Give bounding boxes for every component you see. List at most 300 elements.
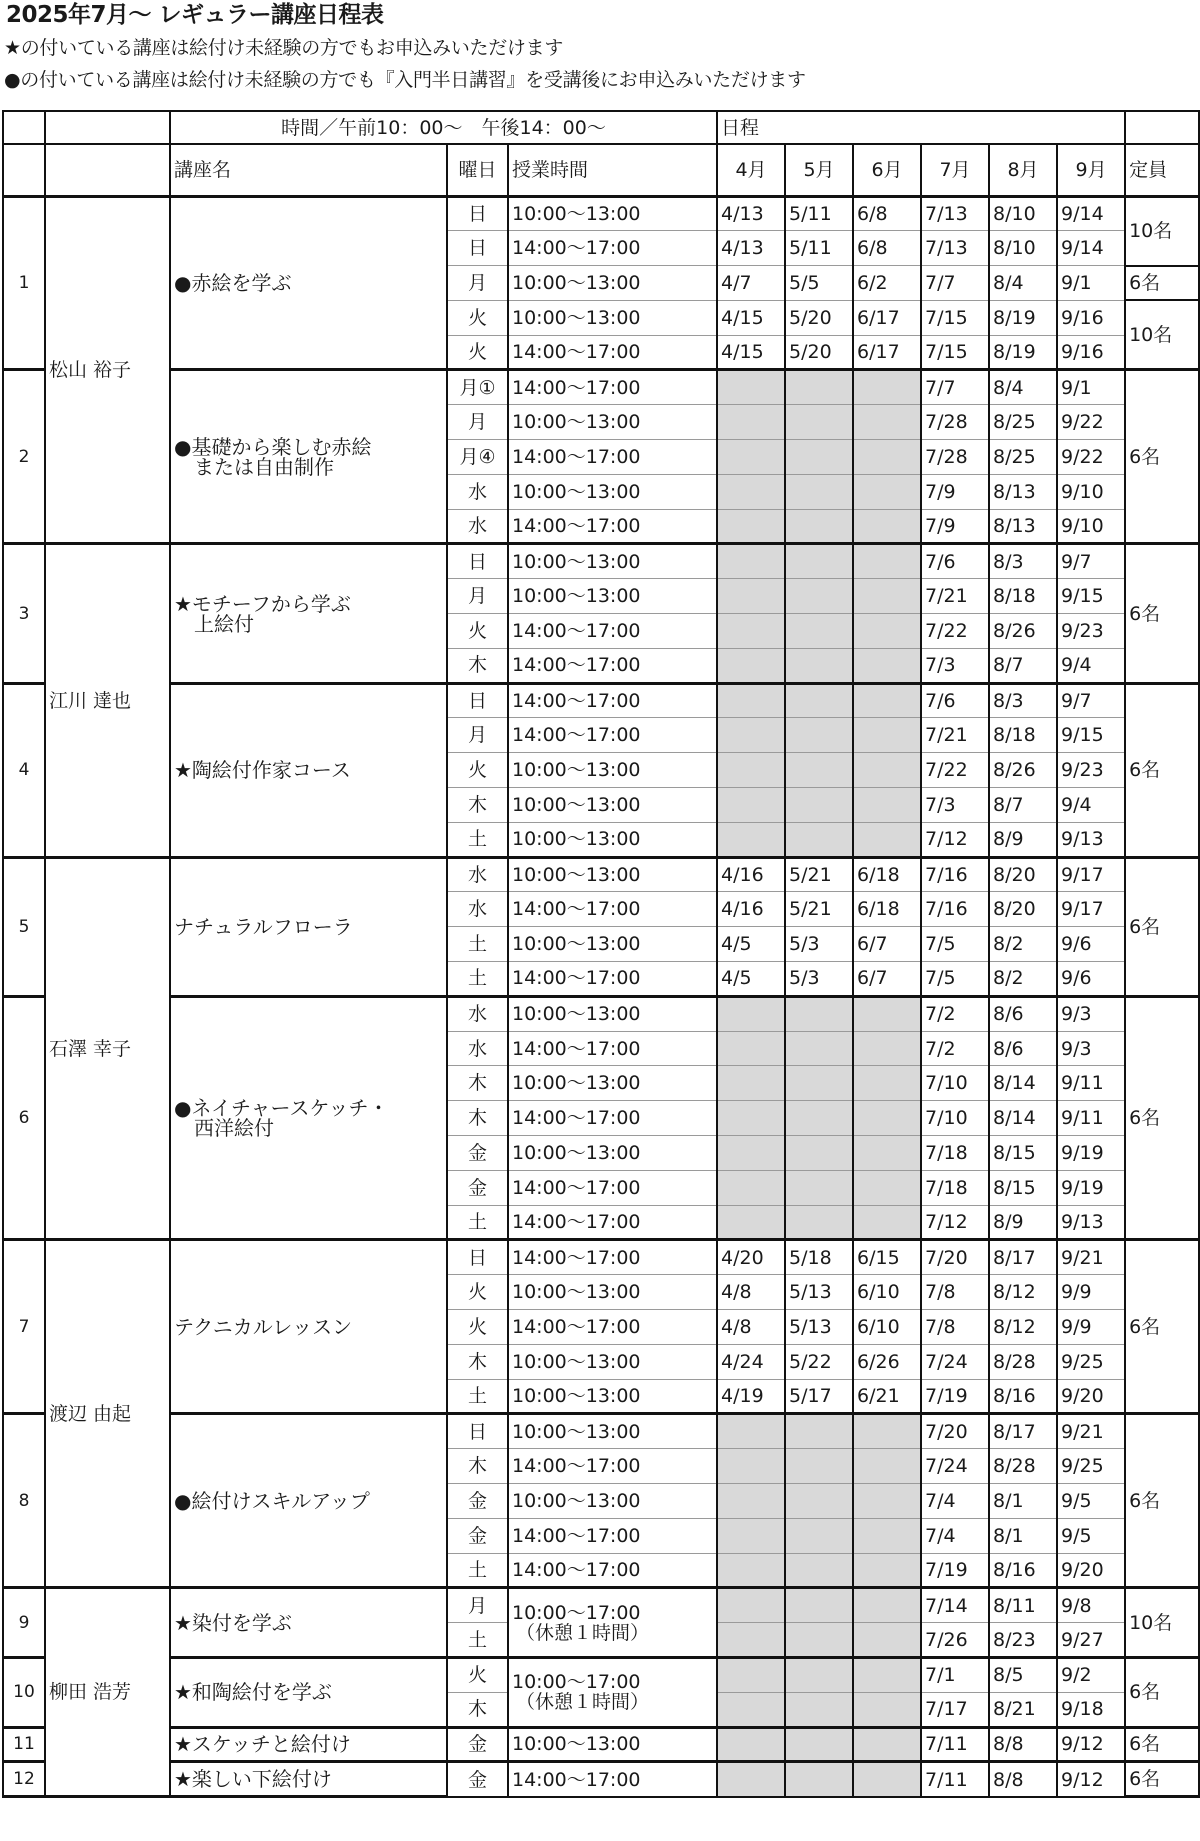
date-cell: 8/25 <box>989 405 1057 440</box>
date-cell: 8/3 <box>989 544 1057 579</box>
date-cell: 8/2 <box>989 962 1057 997</box>
date-cell-unavailable <box>785 753 853 788</box>
date-cell: 9/21 <box>1057 1240 1125 1275</box>
date-cell: 8/1 <box>989 1518 1057 1553</box>
date-cell: 7/15 <box>921 300 989 335</box>
date-cell-unavailable <box>853 996 921 1031</box>
class-time <box>508 1657 717 1727</box>
date-cell: 5/3 <box>785 927 853 962</box>
date-cell: 5/18 <box>785 1240 853 1275</box>
date-cell: 4/20 <box>717 1240 785 1275</box>
date-cell-unavailable <box>785 1101 853 1136</box>
class-time: 14:00～17:00 <box>508 648 717 683</box>
date-cell: 9/25 <box>1057 1449 1125 1484</box>
date-cell-unavailable <box>717 788 785 823</box>
date-cell: 4/8 <box>717 1275 785 1310</box>
class-time: 10:00～13:00 <box>508 300 717 335</box>
header-day: 曜日 <box>447 144 508 196</box>
date-cell: 7/22 <box>921 614 989 649</box>
date-cell: 9/12 <box>1057 1762 1125 1797</box>
date-cell: 8/2 <box>989 927 1057 962</box>
weekday: 火 <box>447 300 508 335</box>
date-cell: 7/6 <box>921 544 989 579</box>
weekday: 金 <box>447 1170 508 1205</box>
table-row <box>3 196 1199 231</box>
capacity: 6名 <box>1125 370 1199 544</box>
course-number: 5 <box>3 857 45 996</box>
weekday: 水 <box>447 892 508 927</box>
class-time: 10:00～13:00 <box>508 927 717 962</box>
date-cell-unavailable <box>785 1066 853 1101</box>
date-cell: 7/12 <box>921 1205 989 1240</box>
date-cell: 8/15 <box>989 1170 1057 1205</box>
date-cell-unavailable <box>785 1692 853 1727</box>
class-time: 10:00～13:00 <box>508 474 717 509</box>
date-cell: 8/26 <box>989 753 1057 788</box>
weekday: 金 <box>447 1762 508 1797</box>
class-time: 14:00～17:00 <box>508 1170 717 1205</box>
date-cell-unavailable <box>717 683 785 718</box>
date-cell-unavailable <box>785 1414 853 1449</box>
date-cell: 7/9 <box>921 474 989 509</box>
weekday: 日 <box>447 683 508 718</box>
date-cell-unavailable <box>717 509 785 544</box>
weekday: 土 <box>447 962 508 997</box>
date-cell: 9/3 <box>1057 996 1125 1031</box>
date-cell: 6/18 <box>853 857 921 892</box>
date-cell-unavailable <box>853 1205 921 1240</box>
date-cell: 4/13 <box>717 196 785 231</box>
date-cell-unavailable <box>785 614 853 649</box>
course-name-line-1: ●絵付けスキルアップ <box>174 1488 370 1513</box>
date-cell-unavailable <box>785 1727 853 1762</box>
date-cell-unavailable <box>785 509 853 544</box>
date-cell: 6/7 <box>853 927 921 962</box>
header-capacity: 定員 <box>1125 144 1199 196</box>
date-cell: 4/16 <box>717 892 785 927</box>
weekday: 土 <box>447 1553 508 1588</box>
header-month-9: 9月 <box>1057 144 1125 196</box>
date-cell-unavailable <box>853 718 921 753</box>
course-number: 4 <box>3 683 45 857</box>
course-number: 1 <box>3 196 45 370</box>
weekday: 土 <box>447 1379 508 1414</box>
date-cell-unavailable <box>853 1101 921 1136</box>
date-cell-unavailable <box>785 440 853 475</box>
date-cell: 7/26 <box>921 1623 989 1658</box>
date-cell: 9/21 <box>1057 1414 1125 1449</box>
date-cell-unavailable <box>785 1553 853 1588</box>
date-cell: 9/23 <box>1057 614 1125 649</box>
class-time: 14:00～17:00 <box>508 231 717 266</box>
date-cell: 9/12 <box>1057 1727 1125 1762</box>
date-cell: 7/8 <box>921 1310 989 1345</box>
date-cell: 7/2 <box>921 996 989 1031</box>
weekday: 日 <box>447 1414 508 1449</box>
schedule-header: 日程 <box>717 111 1125 144</box>
date-cell-unavailable <box>717 1205 785 1240</box>
date-cell: 6/18 <box>853 892 921 927</box>
date-cell: 7/16 <box>921 857 989 892</box>
date-cell-unavailable <box>853 1588 921 1623</box>
date-cell: 8/10 <box>989 196 1057 231</box>
date-cell: 7/16 <box>921 892 989 927</box>
class-time: 14:00～17:00 <box>508 892 717 927</box>
course-name-line-1: ★染付を学ぶ <box>174 1610 292 1635</box>
header-month-4: 4月 <box>717 144 785 196</box>
date-cell: 4/15 <box>717 300 785 335</box>
date-cell: 7/6 <box>921 683 989 718</box>
date-cell-unavailable <box>853 1170 921 1205</box>
class-time: 10:00～13:00 <box>508 579 717 614</box>
date-cell: 9/16 <box>1057 300 1125 335</box>
header-course: 講座名 <box>170 144 447 196</box>
date-cell: 9/11 <box>1057 1101 1125 1136</box>
date-cell: 9/11 <box>1057 1066 1125 1101</box>
date-cell: 8/20 <box>989 892 1057 927</box>
course-name-line-1: ★陶絵付作家コース <box>174 758 351 783</box>
date-cell: 8/6 <box>989 996 1057 1031</box>
header-month-8: 8月 <box>989 144 1057 196</box>
date-cell-unavailable <box>717 579 785 614</box>
weekday: 土 <box>447 822 508 857</box>
capacity: 10名 <box>1125 300 1199 370</box>
date-cell-unavailable <box>853 753 921 788</box>
date-cell: 8/8 <box>989 1727 1057 1762</box>
class-time: 10:00～13:00 <box>508 196 717 231</box>
course-number: 8 <box>3 1414 45 1588</box>
weekday: 月 <box>447 405 508 440</box>
class-time: 10:00～13:00 <box>508 1483 717 1518</box>
date-cell: 8/14 <box>989 1066 1057 1101</box>
weekday: 金 <box>447 1727 508 1762</box>
header-row-2 <box>3 144 1199 196</box>
date-cell-unavailable <box>717 1031 785 1066</box>
course-number: 7 <box>3 1240 45 1414</box>
course-name <box>170 857 447 996</box>
weekday: 火 <box>447 753 508 788</box>
weekday: 日 <box>447 544 508 579</box>
weekday: 土 <box>447 1623 508 1658</box>
date-cell-unavailable <box>853 440 921 475</box>
date-cell-unavailable <box>717 1692 785 1727</box>
instructor-name: 渡辺 由起 <box>45 1240 170 1588</box>
weekday: 金 <box>447 1136 508 1171</box>
weekday: 日 <box>447 1240 508 1275</box>
class-time: 10:00～13:00 <box>508 822 717 857</box>
date-cell: 7/19 <box>921 1379 989 1414</box>
date-cell: 9/18 <box>1057 1692 1125 1727</box>
date-cell-unavailable <box>717 1101 785 1136</box>
date-cell: 8/11 <box>989 1588 1057 1623</box>
date-cell-unavailable <box>717 1066 785 1101</box>
date-cell-unavailable <box>853 822 921 857</box>
course-number: 2 <box>3 370 45 544</box>
date-cell: 8/12 <box>989 1310 1057 1345</box>
date-cell: 9/20 <box>1057 1553 1125 1588</box>
date-cell: 8/28 <box>989 1344 1057 1379</box>
date-cell: 7/11 <box>921 1762 989 1797</box>
date-cell: 8/7 <box>989 648 1057 683</box>
table-row <box>3 683 1199 718</box>
date-cell-unavailable <box>717 1588 785 1623</box>
table-row <box>3 996 1199 1031</box>
date-cell-unavailable <box>853 544 921 579</box>
date-cell: 5/13 <box>785 1310 853 1345</box>
date-cell: 9/25 <box>1057 1344 1125 1379</box>
weekday: 月④ <box>447 440 508 475</box>
date-cell-unavailable <box>785 822 853 857</box>
date-cell-unavailable <box>717 1623 785 1658</box>
weekday: 木 <box>447 1449 508 1484</box>
header-no <box>3 144 45 196</box>
instructor-name: 柳田 浩芳 <box>45 1588 170 1797</box>
date-cell-unavailable <box>785 1205 853 1240</box>
date-cell: 8/8 <box>989 1762 1057 1797</box>
date-cell: 5/11 <box>785 231 853 266</box>
date-cell: 5/11 <box>785 196 853 231</box>
weekday: 月 <box>447 1588 508 1623</box>
date-cell-unavailable <box>785 1588 853 1623</box>
date-cell: 7/22 <box>921 753 989 788</box>
weekday: 月 <box>447 266 508 301</box>
date-cell: 7/5 <box>921 962 989 997</box>
instructor-name: 松山 裕子 <box>45 196 170 544</box>
table-row <box>3 1762 1199 1797</box>
date-cell: 7/3 <box>921 648 989 683</box>
date-cell: 8/25 <box>989 440 1057 475</box>
date-cell: 8/17 <box>989 1414 1057 1449</box>
date-cell-unavailable <box>853 370 921 405</box>
date-cell: 7/18 <box>921 1170 989 1205</box>
date-cell: 7/17 <box>921 1692 989 1727</box>
weekday: 月 <box>447 718 508 753</box>
date-cell: 5/22 <box>785 1344 853 1379</box>
course-name-line-1: テクニカルレッスン <box>174 1314 353 1339</box>
course-number: 11 <box>3 1727 45 1762</box>
class-time: 14:00～17:00 <box>508 440 717 475</box>
date-cell-unavailable <box>853 648 921 683</box>
course-name-line-1: ★和陶絵付を学ぶ <box>174 1680 332 1705</box>
date-cell: 9/20 <box>1057 1379 1125 1414</box>
date-cell-unavailable <box>717 1483 785 1518</box>
class-time: 10:00～13:00 <box>508 544 717 579</box>
class-time: 14:00～17:00 <box>508 614 717 649</box>
date-cell-unavailable <box>717 440 785 475</box>
header-month-5: 5月 <box>785 144 853 196</box>
date-cell: 9/10 <box>1057 509 1125 544</box>
course-name-line-1: ナチュラルフローラ <box>174 914 353 939</box>
class-time-break-note: （休憩１時間） <box>516 1621 650 1644</box>
class-time-range: 10:00～17:00 <box>512 1601 641 1624</box>
date-cell: 6/15 <box>853 1240 921 1275</box>
date-cell-unavailable <box>853 1483 921 1518</box>
date-cell-unavailable <box>785 579 853 614</box>
class-time: 10:00～13:00 <box>508 1136 717 1171</box>
date-cell: 6/17 <box>853 335 921 370</box>
instructor-name: 石澤 幸子 <box>45 857 170 1240</box>
class-time: 14:00～17:00 <box>508 1518 717 1553</box>
date-cell: 7/9 <box>921 509 989 544</box>
date-cell-unavailable <box>853 1553 921 1588</box>
date-cell: 7/21 <box>921 718 989 753</box>
date-cell: 5/21 <box>785 857 853 892</box>
date-cell-unavailable <box>785 474 853 509</box>
date-cell: 9/9 <box>1057 1310 1125 1345</box>
date-cell-unavailable <box>717 1449 785 1484</box>
class-time: 14:00～17:00 <box>508 683 717 718</box>
date-cell: 7/2 <box>921 1031 989 1066</box>
date-cell-unavailable <box>853 1657 921 1692</box>
course-name-line-2: 上絵付 <box>194 611 254 636</box>
class-time: 10:00～13:00 <box>508 266 717 301</box>
date-cell: 9/19 <box>1057 1170 1125 1205</box>
class-time: 10:00～13:00 <box>508 753 717 788</box>
course-name-line-2: または自由制作 <box>194 454 334 479</box>
date-cell-unavailable <box>853 1136 921 1171</box>
date-cell: 9/22 <box>1057 440 1125 475</box>
date-cell-unavailable <box>717 370 785 405</box>
date-cell: 5/5 <box>785 266 853 301</box>
note-star-courses: ★の付いている講座は絵付け未経験の方でもお申込みいただけます <box>4 37 564 59</box>
date-cell: 8/12 <box>989 1275 1057 1310</box>
weekday: 土 <box>447 927 508 962</box>
class-time: 14:00～17:00 <box>508 509 717 544</box>
date-cell-unavailable <box>717 544 785 579</box>
weekday: 木 <box>447 1692 508 1727</box>
date-cell: 8/18 <box>989 718 1057 753</box>
date-cell-unavailable <box>853 1414 921 1449</box>
weekday: 月 <box>447 579 508 614</box>
capacity: 10名 <box>1125 196 1199 266</box>
date-cell: 7/20 <box>921 1414 989 1449</box>
course-name <box>170 1657 447 1727</box>
weekday: 水 <box>447 509 508 544</box>
date-cell: 7/7 <box>921 370 989 405</box>
date-cell-unavailable <box>717 614 785 649</box>
table-row <box>3 1727 1199 1762</box>
date-cell-unavailable <box>785 1657 853 1692</box>
date-cell: 9/16 <box>1057 335 1125 370</box>
date-cell: 6/21 <box>853 1379 921 1414</box>
date-cell: 9/8 <box>1057 1588 1125 1623</box>
header-empty-capacity <box>1125 111 1199 144</box>
course-name-line-1: ●赤絵を学ぶ <box>174 270 292 295</box>
date-cell: 8/19 <box>989 300 1057 335</box>
header-month-6: 6月 <box>853 144 921 196</box>
date-cell: 9/6 <box>1057 962 1125 997</box>
date-cell: 9/22 <box>1057 405 1125 440</box>
date-cell: 7/8 <box>921 1275 989 1310</box>
table-row <box>3 1240 1199 1275</box>
date-cell: 5/20 <box>785 300 853 335</box>
date-cell: 9/19 <box>1057 1136 1125 1171</box>
date-cell: 9/3 <box>1057 1031 1125 1066</box>
header-month-7: 7月 <box>921 144 989 196</box>
class-time: 10:00～13:00 <box>508 1414 717 1449</box>
date-cell: 8/10 <box>989 231 1057 266</box>
date-cell-unavailable <box>717 718 785 753</box>
date-cell-unavailable <box>717 753 785 788</box>
course-name <box>170 1240 447 1414</box>
table-row <box>3 1657 1199 1692</box>
date-cell: 8/16 <box>989 1379 1057 1414</box>
course-name <box>170 196 447 370</box>
date-cell: 8/21 <box>989 1692 1057 1727</box>
date-cell-unavailable <box>785 1170 853 1205</box>
date-cell: 4/13 <box>717 231 785 266</box>
date-cell: 9/15 <box>1057 579 1125 614</box>
capacity: 6名 <box>1125 857 1199 996</box>
weekday: 火 <box>447 335 508 370</box>
table-row <box>3 1414 1199 1449</box>
date-cell-unavailable <box>717 1762 785 1797</box>
date-cell: 7/5 <box>921 927 989 962</box>
course-name <box>170 683 447 857</box>
date-cell: 9/13 <box>1057 1205 1125 1240</box>
date-cell-unavailable <box>853 1518 921 1553</box>
date-cell-unavailable <box>853 1692 921 1727</box>
date-cell: 7/13 <box>921 196 989 231</box>
date-cell-unavailable <box>853 474 921 509</box>
date-cell: 6/17 <box>853 300 921 335</box>
date-cell-unavailable <box>785 1518 853 1553</box>
course-name <box>170 1727 447 1762</box>
date-cell: 7/18 <box>921 1136 989 1171</box>
course-name-line-1: ★スケッチと絵付け <box>174 1732 351 1757</box>
date-cell: 8/13 <box>989 509 1057 544</box>
class-time: 14:00～17:00 <box>508 718 717 753</box>
date-cell-unavailable <box>785 1136 853 1171</box>
date-cell: 7/15 <box>921 335 989 370</box>
date-cell: 6/10 <box>853 1275 921 1310</box>
date-cell: 8/1 <box>989 1483 1057 1518</box>
date-cell: 7/12 <box>921 822 989 857</box>
date-cell: 8/14 <box>989 1101 1057 1136</box>
date-cell-unavailable <box>853 1449 921 1484</box>
date-cell: 9/1 <box>1057 266 1125 301</box>
weekday: 金 <box>447 1483 508 1518</box>
date-cell-unavailable <box>853 405 921 440</box>
course-name <box>170 544 447 683</box>
date-cell: 7/11 <box>921 1727 989 1762</box>
date-cell: 9/17 <box>1057 857 1125 892</box>
date-cell: 9/15 <box>1057 718 1125 753</box>
class-time: 10:00～13:00 <box>508 788 717 823</box>
date-cell: 7/21 <box>921 579 989 614</box>
date-cell: 9/27 <box>1057 1623 1125 1658</box>
weekday: 木 <box>447 648 508 683</box>
weekday: 木 <box>447 788 508 823</box>
class-time: 14:00～17:00 <box>508 1101 717 1136</box>
date-cell: 5/20 <box>785 335 853 370</box>
date-cell-unavailable <box>785 405 853 440</box>
date-cell-unavailable <box>717 1518 785 1553</box>
weekday: 月① <box>447 370 508 405</box>
header-instructor <box>45 144 170 196</box>
date-cell-unavailable <box>853 1623 921 1658</box>
schedule-table <box>2 110 1200 1798</box>
date-cell: 9/5 <box>1057 1483 1125 1518</box>
date-cell-unavailable <box>717 1657 785 1692</box>
weekday: 火 <box>447 1275 508 1310</box>
date-cell-unavailable <box>717 1414 785 1449</box>
time-header: 時間／午前10：00～ 午後14：00～ <box>170 111 717 144</box>
date-cell: 8/28 <box>989 1449 1057 1484</box>
date-cell: 9/4 <box>1057 648 1125 683</box>
date-cell: 4/8 <box>717 1310 785 1345</box>
date-cell: 9/13 <box>1057 822 1125 857</box>
